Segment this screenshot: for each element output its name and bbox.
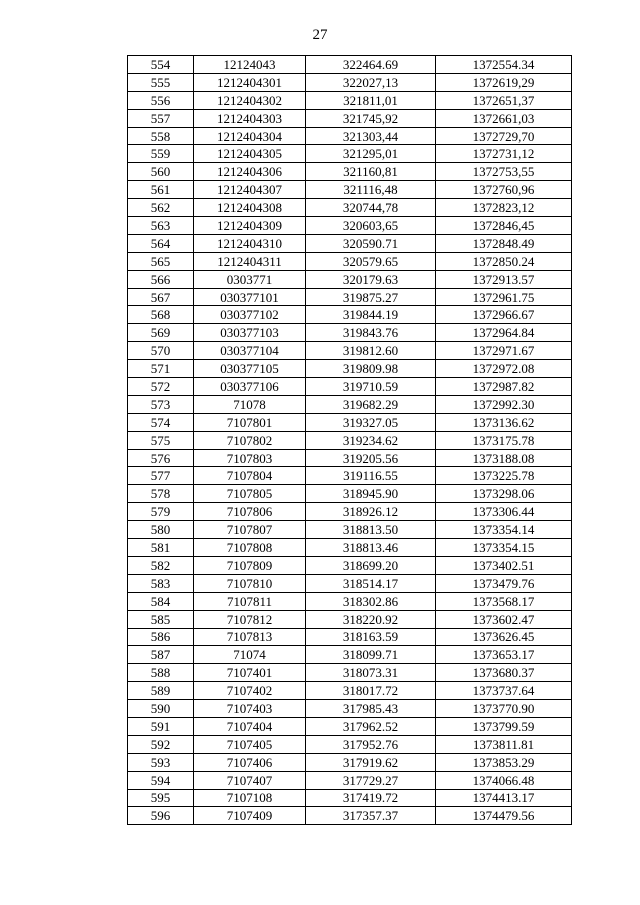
row-number-cell: 595: [128, 789, 194, 807]
x-coordinate-cell: 320179.63: [306, 270, 436, 288]
row-number-cell: 582: [128, 556, 194, 574]
y-coordinate-cell: 1373225.78: [436, 467, 572, 485]
point-id-cell: 12124043: [194, 56, 306, 74]
row-number-cell: 571: [128, 360, 194, 378]
table-row: [128, 717, 572, 735]
x-coordinate-cell: 319234.62: [306, 431, 436, 449]
y-coordinate-cell: 1372661,03: [436, 109, 572, 127]
point-id-cell: 1212404304: [194, 127, 306, 145]
y-coordinate-cell: 1373306.44: [436, 503, 572, 521]
table-row: [128, 413, 572, 431]
row-number-cell: 560: [128, 163, 194, 181]
row-number-cell: 568: [128, 306, 194, 324]
table-row: [128, 360, 572, 378]
y-coordinate-cell: 1372987.82: [436, 378, 572, 396]
y-coordinate-cell: 1373799.59: [436, 717, 572, 735]
x-coordinate-cell: 318017.72: [306, 682, 436, 700]
y-coordinate-cell: 1372823,12: [436, 199, 572, 217]
row-number-cell: 556: [128, 91, 194, 109]
table-row: [128, 700, 572, 718]
x-coordinate-cell: 319710.59: [306, 378, 436, 396]
y-coordinate-cell: 1373811.81: [436, 735, 572, 753]
y-coordinate-cell: 1372992.30: [436, 395, 572, 413]
point-id-cell: 7107802: [194, 431, 306, 449]
point-id-cell: 71074: [194, 646, 306, 664]
point-id-cell: 7107809: [194, 556, 306, 574]
y-coordinate-cell: 1373853.29: [436, 753, 572, 771]
y-coordinate-cell: 1372961.75: [436, 288, 572, 306]
table-row: [128, 592, 572, 610]
row-number-cell: 566: [128, 270, 194, 288]
table-row: [128, 306, 572, 324]
point-id-cell: 7107812: [194, 610, 306, 628]
x-coordinate-cell: 321295,01: [306, 145, 436, 163]
table-row: [128, 252, 572, 270]
x-coordinate-cell: 317952.76: [306, 735, 436, 753]
row-number-cell: 563: [128, 217, 194, 235]
y-coordinate-cell: 1374413.17: [436, 789, 572, 807]
y-coordinate-cell: 1373298.06: [436, 485, 572, 503]
point-id-cell: 1212404309: [194, 217, 306, 235]
y-coordinate-cell: 1374066.48: [436, 771, 572, 789]
table-row: [128, 467, 572, 485]
table-row: [128, 789, 572, 807]
table-row: [128, 574, 572, 592]
table-row: [128, 270, 572, 288]
table-row: [128, 646, 572, 664]
table-row: [128, 485, 572, 503]
row-number-cell: 570: [128, 342, 194, 360]
point-id-cell: 030377101: [194, 288, 306, 306]
y-coordinate-cell: 1373188.08: [436, 449, 572, 467]
y-coordinate-cell: 1372964.84: [436, 324, 572, 342]
row-number-cell: 574: [128, 413, 194, 431]
table-row: [128, 73, 572, 91]
x-coordinate-cell: 322464.69: [306, 56, 436, 74]
row-number-cell: 558: [128, 127, 194, 145]
point-id-cell: 7107806: [194, 503, 306, 521]
row-number-cell: 569: [128, 324, 194, 342]
y-coordinate-cell: 1372729,70: [436, 127, 572, 145]
row-number-cell: 575: [128, 431, 194, 449]
point-id-cell: 7107804: [194, 467, 306, 485]
table-row: [128, 91, 572, 109]
table-row: [128, 109, 572, 127]
x-coordinate-cell: 318514.17: [306, 574, 436, 592]
row-number-cell: 585: [128, 610, 194, 628]
y-coordinate-cell: 1372972.08: [436, 360, 572, 378]
table-row: [128, 199, 572, 217]
table-row: [128, 342, 572, 360]
table-row: [128, 127, 572, 145]
row-number-cell: 562: [128, 199, 194, 217]
y-coordinate-cell: 1372913.57: [436, 270, 572, 288]
row-number-cell: 578: [128, 485, 194, 503]
table-row: [128, 628, 572, 646]
point-id-cell: 7107808: [194, 539, 306, 557]
table-row: [128, 431, 572, 449]
row-number-cell: 596: [128, 807, 194, 825]
x-coordinate-cell: 317419.72: [306, 789, 436, 807]
y-coordinate-cell: 1372846,45: [436, 217, 572, 235]
point-id-cell: 1212404306: [194, 163, 306, 181]
table-row: [128, 753, 572, 771]
y-coordinate-cell: 1372760,96: [436, 181, 572, 199]
point-id-cell: 7107402: [194, 682, 306, 700]
row-number-cell: 583: [128, 574, 194, 592]
point-id-cell: 1212404310: [194, 234, 306, 252]
x-coordinate-cell: 318813.50: [306, 521, 436, 539]
row-number-cell: 573: [128, 395, 194, 413]
x-coordinate-cell: 318926.12: [306, 503, 436, 521]
row-number-cell: 594: [128, 771, 194, 789]
x-coordinate-cell: 318813.46: [306, 539, 436, 557]
x-coordinate-cell: 321160,81: [306, 163, 436, 181]
point-id-cell: 1212404301: [194, 73, 306, 91]
point-id-cell: 7107805: [194, 485, 306, 503]
y-coordinate-cell: 1372966.67: [436, 306, 572, 324]
table-row: [128, 145, 572, 163]
coordinates-table: [127, 55, 572, 825]
x-coordinate-cell: 321745,92: [306, 109, 436, 127]
table-row: [128, 521, 572, 539]
x-coordinate-cell: 317357.37: [306, 807, 436, 825]
y-coordinate-cell: 1372731,12: [436, 145, 572, 163]
table-row: [128, 682, 572, 700]
row-number-cell: 580: [128, 521, 194, 539]
x-coordinate-cell: 319844.19: [306, 306, 436, 324]
row-number-cell: 557: [128, 109, 194, 127]
row-number-cell: 565: [128, 252, 194, 270]
point-id-cell: 7107409: [194, 807, 306, 825]
point-id-cell: 7107406: [194, 753, 306, 771]
x-coordinate-cell: 317962.52: [306, 717, 436, 735]
table-row: [128, 234, 572, 252]
row-number-cell: 555: [128, 73, 194, 91]
table-row: [128, 664, 572, 682]
x-coordinate-cell: 320590.71: [306, 234, 436, 252]
x-coordinate-cell: 319116.55: [306, 467, 436, 485]
point-id-cell: 7107407: [194, 771, 306, 789]
y-coordinate-cell: 1372554.34: [436, 56, 572, 74]
y-coordinate-cell: 1373175.78: [436, 431, 572, 449]
x-coordinate-cell: 319205.56: [306, 449, 436, 467]
x-coordinate-cell: 321116,48: [306, 181, 436, 199]
point-id-cell: 7107401: [194, 664, 306, 682]
x-coordinate-cell: 320579.65: [306, 252, 436, 270]
table-row: [128, 807, 572, 825]
table-row: [128, 56, 572, 74]
table-row: [128, 395, 572, 413]
point-id-cell: 030377104: [194, 342, 306, 360]
x-coordinate-cell: 317919.62: [306, 753, 436, 771]
table-row: [128, 539, 572, 557]
point-id-cell: 7107108: [194, 789, 306, 807]
row-number-cell: 577: [128, 467, 194, 485]
point-id-cell: 7107404: [194, 717, 306, 735]
point-id-cell: 1212404303: [194, 109, 306, 127]
x-coordinate-cell: 318163.59: [306, 628, 436, 646]
y-coordinate-cell: 1372651,37: [436, 91, 572, 109]
x-coordinate-cell: 322027,13: [306, 73, 436, 91]
y-coordinate-cell: 1373402.51: [436, 556, 572, 574]
x-coordinate-cell: 319843.76: [306, 324, 436, 342]
row-number-cell: 591: [128, 717, 194, 735]
y-coordinate-cell: 1373680.37: [436, 664, 572, 682]
page-number: 27: [312, 27, 328, 43]
y-coordinate-cell: 1373626.45: [436, 628, 572, 646]
point-id-cell: 7107801: [194, 413, 306, 431]
table-row: [128, 735, 572, 753]
y-coordinate-cell: 1372619,29: [436, 73, 572, 91]
row-number-cell: 588: [128, 664, 194, 682]
y-coordinate-cell: 1373479.76: [436, 574, 572, 592]
y-coordinate-cell: 1372850.24: [436, 252, 572, 270]
x-coordinate-cell: 318099.71: [306, 646, 436, 664]
x-coordinate-cell: 321811,01: [306, 91, 436, 109]
row-number-cell: 586: [128, 628, 194, 646]
table-row: [128, 771, 572, 789]
x-coordinate-cell: 318699.20: [306, 556, 436, 574]
row-number-cell: 587: [128, 646, 194, 664]
y-coordinate-cell: 1373354.14: [436, 521, 572, 539]
x-coordinate-cell: 321303,44: [306, 127, 436, 145]
x-coordinate-cell: 319809.98: [306, 360, 436, 378]
row-number-cell: 592: [128, 735, 194, 753]
x-coordinate-cell: 319812.60: [306, 342, 436, 360]
x-coordinate-cell: 319327.05: [306, 413, 436, 431]
row-number-cell: 581: [128, 539, 194, 557]
coordinates-table-body: [128, 56, 572, 825]
row-number-cell: 554: [128, 56, 194, 74]
row-number-cell: 584: [128, 592, 194, 610]
y-coordinate-cell: 1373770.90: [436, 700, 572, 718]
row-number-cell: 579: [128, 503, 194, 521]
point-id-cell: 030377106: [194, 378, 306, 396]
table-row: [128, 449, 572, 467]
table-row: [128, 181, 572, 199]
table-row: [128, 610, 572, 628]
point-id-cell: 0303771: [194, 270, 306, 288]
y-coordinate-cell: 1373737.64: [436, 682, 572, 700]
point-id-cell: 1212404302: [194, 91, 306, 109]
x-coordinate-cell: 320744,78: [306, 199, 436, 217]
y-coordinate-cell: 1372848.49: [436, 234, 572, 252]
y-coordinate-cell: 1373136.62: [436, 413, 572, 431]
x-coordinate-cell: 317729.27: [306, 771, 436, 789]
row-number-cell: 561: [128, 181, 194, 199]
y-coordinate-cell: 1372753,55: [436, 163, 572, 181]
x-coordinate-cell: 317985.43: [306, 700, 436, 718]
row-number-cell: 576: [128, 449, 194, 467]
x-coordinate-cell: 319875.27: [306, 288, 436, 306]
x-coordinate-cell: 318945.90: [306, 485, 436, 503]
table-row: [128, 378, 572, 396]
row-number-cell: 564: [128, 234, 194, 252]
table-row: [128, 217, 572, 235]
y-coordinate-cell: 1373653.17: [436, 646, 572, 664]
point-id-cell: 71078: [194, 395, 306, 413]
row-number-cell: 589: [128, 682, 194, 700]
table-row: [128, 324, 572, 342]
y-coordinate-cell: 1373602.47: [436, 610, 572, 628]
point-id-cell: 1212404311: [194, 252, 306, 270]
x-coordinate-cell: 319682.29: [306, 395, 436, 413]
point-id-cell: 7107403: [194, 700, 306, 718]
row-number-cell: 559: [128, 145, 194, 163]
point-id-cell: 7107813: [194, 628, 306, 646]
row-number-cell: 593: [128, 753, 194, 771]
table-row: [128, 556, 572, 574]
y-coordinate-cell: 1373354.15: [436, 539, 572, 557]
x-coordinate-cell: 320603,65: [306, 217, 436, 235]
y-coordinate-cell: 1372971.67: [436, 342, 572, 360]
table-row: [128, 288, 572, 306]
row-number-cell: 567: [128, 288, 194, 306]
point-id-cell: 030377103: [194, 324, 306, 342]
row-number-cell: 572: [128, 378, 194, 396]
point-id-cell: 1212404305: [194, 145, 306, 163]
y-coordinate-cell: 1374479.56: [436, 807, 572, 825]
x-coordinate-cell: 318073.31: [306, 664, 436, 682]
x-coordinate-cell: 318220.92: [306, 610, 436, 628]
point-id-cell: 7107811: [194, 592, 306, 610]
table-row: [128, 503, 572, 521]
table-row: [128, 163, 572, 181]
point-id-cell: 030377105: [194, 360, 306, 378]
point-id-cell: 030377102: [194, 306, 306, 324]
point-id-cell: 1212404307: [194, 181, 306, 199]
row-number-cell: 590: [128, 700, 194, 718]
point-id-cell: 7107405: [194, 735, 306, 753]
point-id-cell: 7107803: [194, 449, 306, 467]
x-coordinate-cell: 318302.86: [306, 592, 436, 610]
y-coordinate-cell: 1373568.17: [436, 592, 572, 610]
point-id-cell: 7107807: [194, 521, 306, 539]
point-id-cell: 7107810: [194, 574, 306, 592]
point-id-cell: 1212404308: [194, 199, 306, 217]
